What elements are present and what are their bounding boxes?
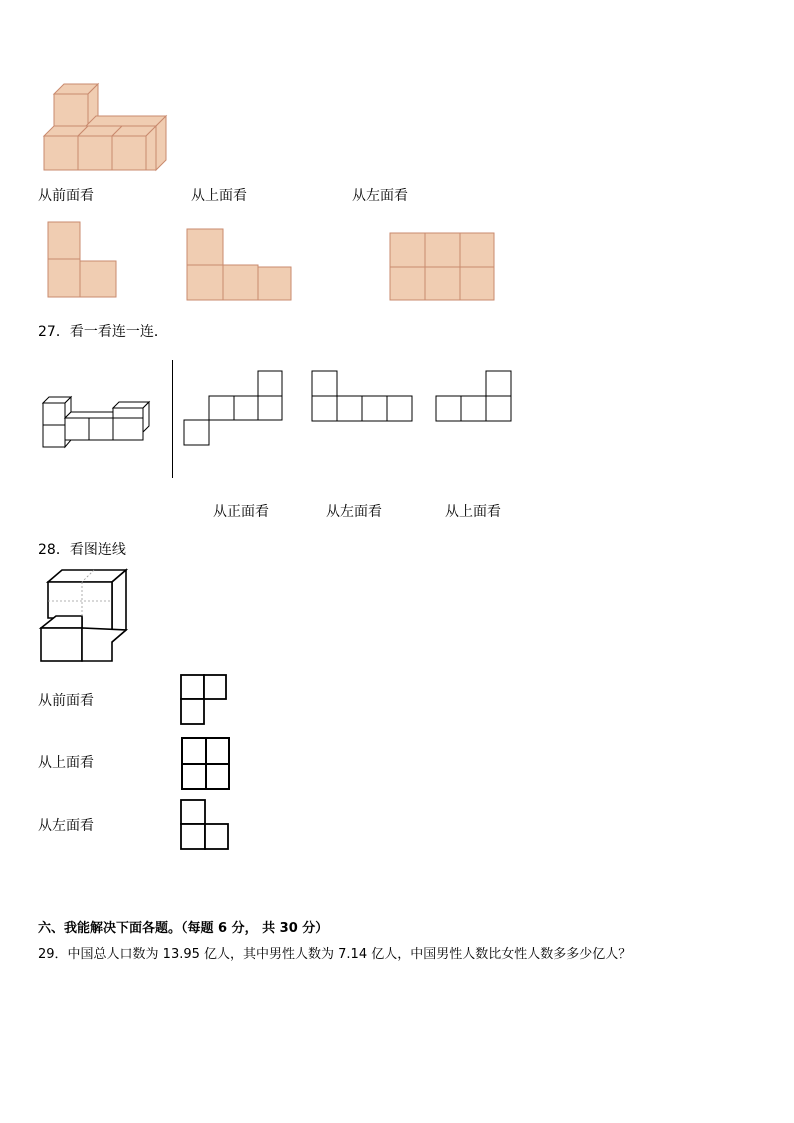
q29-text: 29．中国总人口数为 13.95 亿人，其中男性人数为 7.14 亿人，中国男性人数比女性人数多多少亿人？ [38, 947, 632, 962]
q26-label-left: 从左面看 [352, 188, 408, 204]
q27-view-3 [435, 370, 515, 424]
q26-view-front [47, 221, 119, 299]
q28-label-left: 从左面看 [38, 818, 94, 834]
q28-view-c [179, 798, 231, 852]
q28-cube-figure [38, 568, 130, 664]
q28-view-a [179, 673, 229, 727]
section6-heading: 六、我能解决下面各题。（每题 6 分， 共 30 分） [38, 921, 329, 936]
q26-view-top [186, 228, 294, 302]
q27-cube-figure [40, 394, 155, 448]
q27-divider [172, 360, 173, 478]
q27-label-front: 从正面看 [213, 504, 269, 520]
q26-view-left [389, 232, 497, 302]
q28-label-front: 从前面看 [38, 693, 94, 709]
q28-title: 28．看图连线 [38, 542, 126, 558]
q26-label-top: 从上面看 [191, 188, 247, 204]
q27-title: 27．看一看连一连． [38, 324, 168, 340]
q27-label-left: 从左面看 [326, 504, 382, 520]
q27-label-top: 从上面看 [445, 504, 501, 520]
q26-label-front: 从前面看 [38, 188, 94, 204]
q28-label-top: 从上面看 [38, 755, 94, 771]
q27-view-1 [183, 370, 285, 448]
q28-view-b [180, 736, 232, 792]
q27-view-2 [311, 370, 415, 424]
q26-cube-figure [40, 80, 170, 170]
